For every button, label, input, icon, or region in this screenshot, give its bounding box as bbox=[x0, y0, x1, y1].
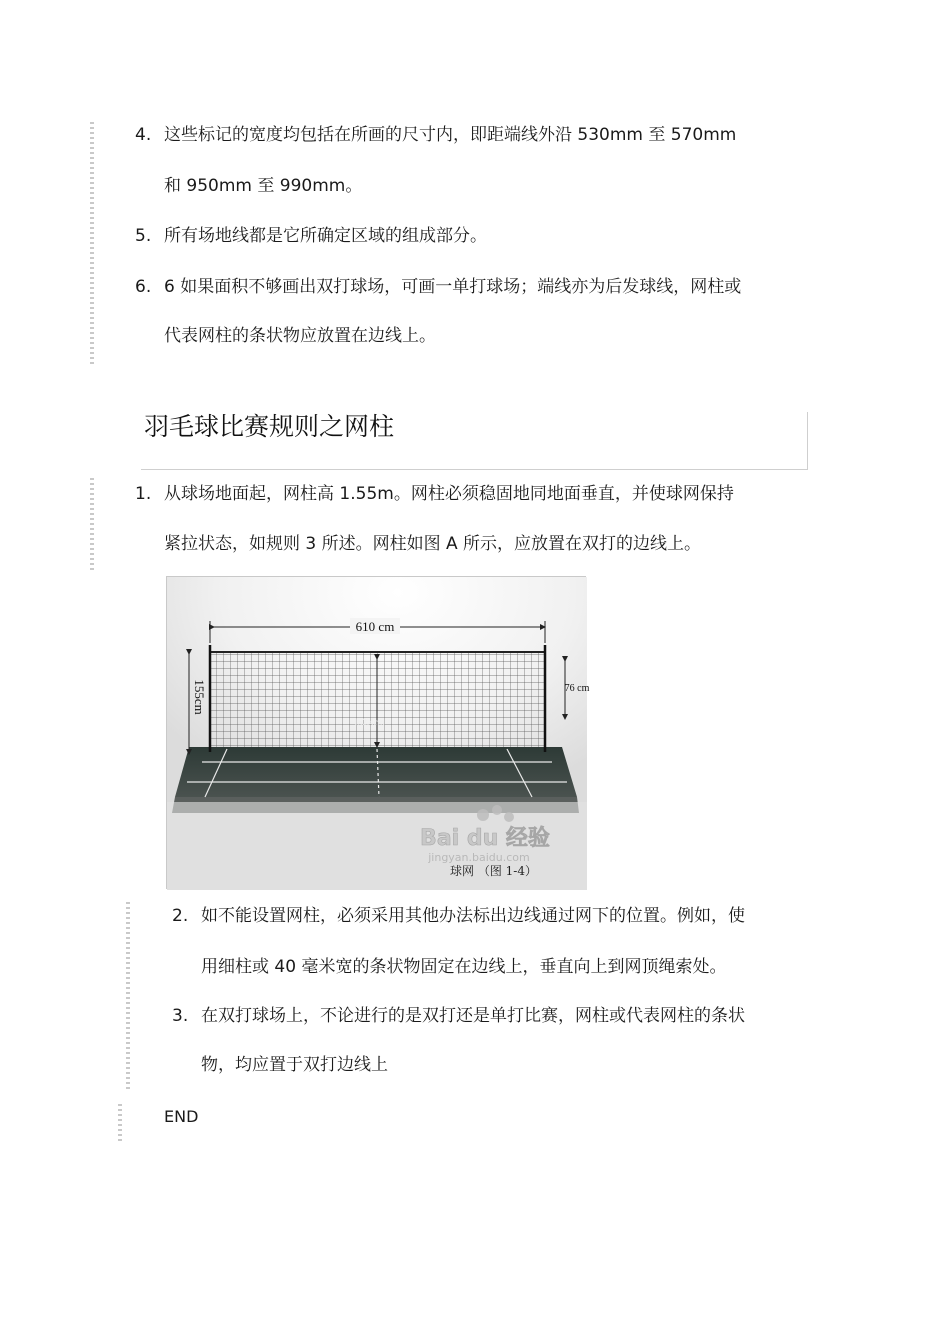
margin-marks bbox=[90, 122, 94, 367]
list-number: 5. bbox=[135, 226, 152, 246]
list-number: 1. bbox=[135, 484, 152, 504]
section-heading: 羽毛球比赛规则之网柱 bbox=[144, 412, 395, 441]
court-floor-back bbox=[175, 747, 577, 797]
list-item-text: 如不能设置网柱，必须采用其他办法标出边线通过网下的位置。例如，使 bbox=[201, 906, 745, 926]
margin-marks bbox=[90, 478, 94, 570]
list-item-text: 这些标记的宽度均包括在所画的尺寸内，即距端线外沿 530mm 至 570mm bbox=[164, 125, 737, 145]
watermark-brand: Bai du 经验 bbox=[420, 826, 550, 851]
watermark-url: jingyan.baidu.com bbox=[428, 851, 530, 864]
margin-marks bbox=[126, 902, 130, 1092]
list-item-text: 6 如果面积不够画出双打球场，可画一单打球场；端线亦为后发球线，网柱或 bbox=[164, 277, 742, 297]
list-item-text: 和 950mm 至 990mm。 bbox=[164, 176, 363, 196]
height-label: 155cm bbox=[192, 679, 207, 715]
list-item-text: 物，均应置于双打边线上 bbox=[201, 1055, 388, 1075]
net-illustration bbox=[167, 577, 590, 890]
margin-marks bbox=[118, 1104, 122, 1144]
badminton-net-figure bbox=[166, 576, 590, 889]
list-item-text: 用细柱或 40 毫米宽的条状物固定在边线上，垂直向上到网顶绳索处。 bbox=[201, 957, 727, 977]
side-label: 76 cm bbox=[564, 683, 590, 694]
list-item-text: 从球场地面起，网柱高 1.55m。网柱必须稳固地同地面垂直，并使球网保持 bbox=[164, 484, 734, 504]
list-number: 2. bbox=[172, 906, 189, 926]
center-label: 152.4cm bbox=[353, 717, 385, 727]
width-label: 610 cm bbox=[355, 619, 395, 634]
list-number: 4. bbox=[135, 125, 152, 145]
list-item-text: 代表网柱的条状物应放置在边线上。 bbox=[164, 326, 436, 346]
end-marker: END bbox=[164, 1107, 199, 1126]
list-number: 3. bbox=[172, 1006, 189, 1026]
figure-caption: 球网 （图 1-4） bbox=[450, 864, 537, 878]
list-item-text: 在双打球场上，不论进行的是双打还是单打比赛，网柱或代表网柱的条状 bbox=[201, 1006, 745, 1026]
list-item-text: 紧拉状态，如规则 3 所述。网柱如图 A 所示，应放置在双打的边线上。 bbox=[164, 534, 702, 554]
list-item-text: 所有场地线都是它所确定区域的组成部分。 bbox=[164, 226, 487, 246]
list-number: 6. bbox=[135, 277, 152, 297]
